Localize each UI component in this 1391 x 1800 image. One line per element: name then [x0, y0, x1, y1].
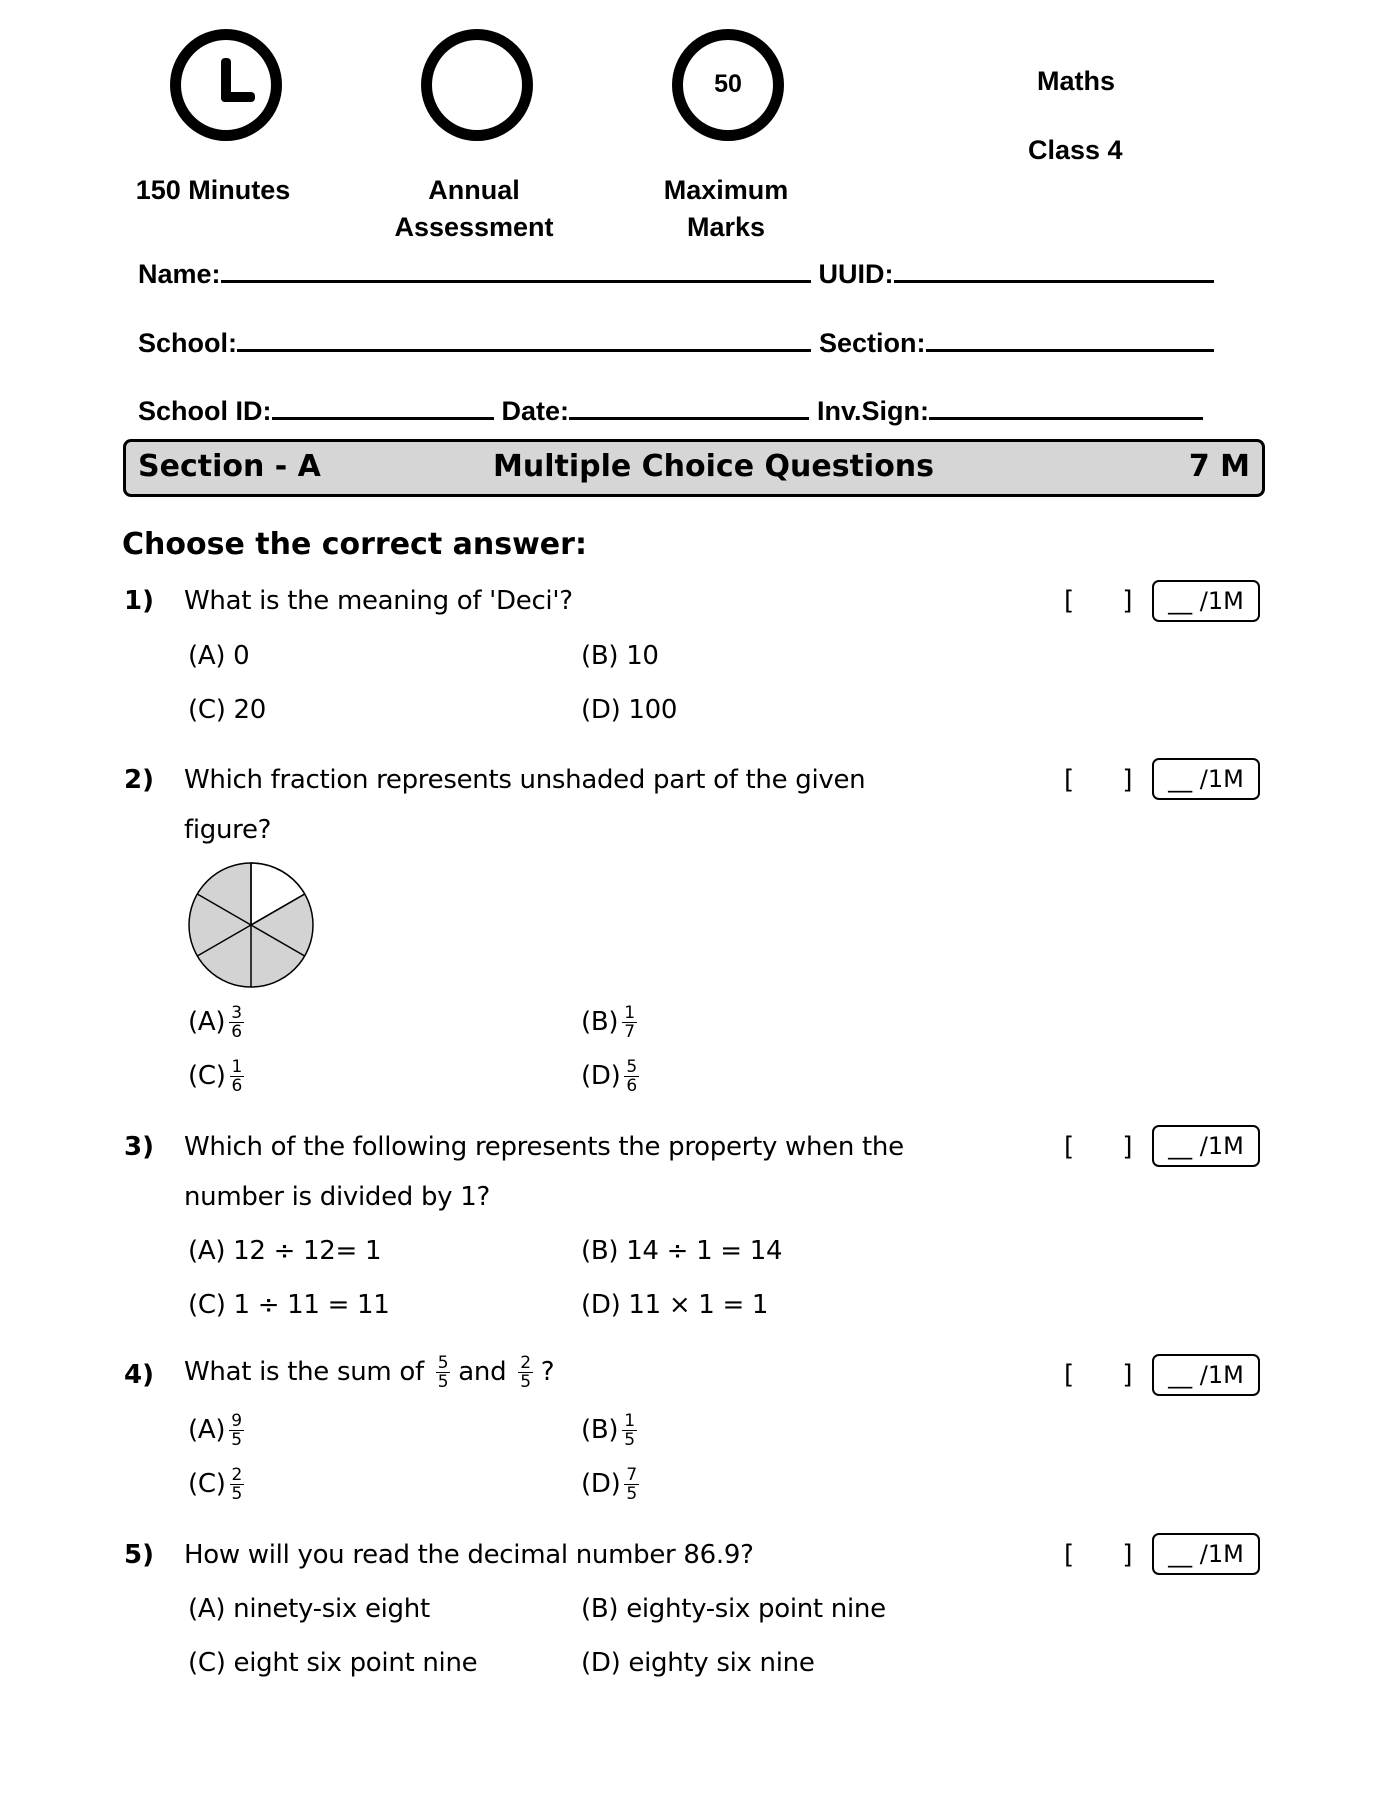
subject-title: Maths — [1037, 66, 1116, 96]
option-a[interactable]: (A) 0 — [188, 641, 250, 671]
answer-bracket[interactable]: [ ] — [1064, 1360, 1153, 1390]
clock-icon — [170, 29, 282, 141]
option-a[interactable]: (A) 12 ÷ 12= 1 — [188, 1236, 382, 1266]
max-marks-label: Maximum Marks — [663, 175, 789, 242]
option-b[interactable]: (B) eighty-six point nine — [581, 1594, 886, 1624]
answer-bracket[interactable]: [ ] — [1064, 586, 1153, 616]
mark-box: __ /1M — [1152, 1533, 1260, 1575]
option-c[interactable]: (C) eight six point nine — [188, 1648, 478, 1678]
option-c[interactable]: (C) 1 ÷ 11 = 11 — [188, 1290, 390, 1320]
option-a[interactable]: (A) $\frac{3}{6}$ — [188, 1003, 242, 1042]
school-id-label: School ID: — [138, 396, 272, 426]
uuid-label: UUID: — [818, 259, 894, 289]
option-b[interactable]: (B) $\frac{1}{7}$ — [581, 1003, 635, 1042]
uuid-field[interactable] — [894, 258, 1214, 283]
assessment-circle-icon — [421, 29, 533, 141]
school-field[interactable] — [237, 327, 811, 352]
answer-bracket[interactable]: [ ] — [1064, 1132, 1153, 1162]
option-b[interactable]: (B) $\frac{1}{5}$ — [581, 1411, 635, 1450]
option-d[interactable]: (D) 100 — [581, 695, 678, 725]
date-field[interactable] — [569, 395, 809, 420]
fraction: $\frac{5}{5}$ — [437, 1353, 449, 1392]
option-b[interactable]: (B) 10 — [581, 641, 659, 671]
option-c[interactable]: (C) 20 — [188, 695, 266, 725]
max-marks-circle-icon — [672, 29, 784, 141]
option-c[interactable]: (C) $\frac{2}{5}$ — [188, 1465, 243, 1504]
field-row-1 — [138, 258, 1214, 290]
fraction: $\frac{1}{6}$ — [231, 1057, 243, 1096]
question-text-line1: Which fraction represents unshaded part of the given — [184, 765, 866, 795]
question-text-line2: number is divided by 1? — [184, 1182, 490, 1212]
inv-sign-label: Inv.Sign: — [817, 396, 930, 426]
section-field[interactable] — [926, 327, 1214, 352]
fraction: $\frac{2}{5}$ — [520, 1353, 531, 1392]
option-d[interactable]: (D) $\frac{7}{5}$ — [581, 1465, 637, 1504]
fraction: $\frac{7}{5}$ — [626, 1465, 637, 1504]
date-label: Date: — [501, 396, 570, 426]
section-title: Multiple Choice Questions — [493, 449, 935, 484]
school-id-field[interactable] — [272, 395, 494, 420]
mark-box: __ /1M — [1152, 1354, 1260, 1396]
instruction: Choose the correct answer: — [122, 527, 587, 562]
option-a[interactable]: (A) $\frac{9}{5}$ — [188, 1411, 242, 1450]
answer-bracket[interactable]: [ ] — [1064, 1540, 1153, 1570]
option-d[interactable]: (D) $\frac{5}{6}$ — [581, 1057, 637, 1096]
inv-sign-field[interactable] — [929, 395, 1203, 420]
mark-box: __ /1M — [1152, 580, 1260, 622]
pie-figure — [186, 860, 316, 990]
class-title: Class 4 — [1028, 135, 1123, 165]
fraction: $\frac{5}{6}$ — [626, 1057, 637, 1096]
section-label: Section: — [819, 328, 926, 358]
answer-bracket[interactable]: [ ] — [1064, 765, 1153, 795]
section-header-bar — [123, 439, 1265, 497]
fraction: $\frac{9}{5}$ — [231, 1411, 242, 1450]
option-c[interactable]: (C) $\frac{1}{6}$ — [188, 1057, 243, 1096]
fraction: $\frac{1}{7}$ — [624, 1003, 635, 1042]
question-text: What is the meaning of 'Deci'? — [184, 586, 573, 616]
question-text-line1: Which of the following represents the property when the — [184, 1132, 904, 1162]
fraction: $\frac{2}{5}$ — [231, 1465, 243, 1504]
option-a[interactable]: (A) ninety-six eight — [188, 1594, 430, 1624]
mark-box: __ /1M — [1152, 758, 1260, 800]
option-b[interactable]: (B) 14 ÷ 1 = 14 — [581, 1236, 783, 1266]
section-name: Section - A — [138, 449, 321, 484]
question-number: 2) — [124, 765, 154, 795]
name-label: Name: — [138, 259, 221, 289]
option-d[interactable]: (D) eighty six nine — [581, 1648, 815, 1678]
field-row-3 — [138, 395, 1203, 427]
question-text: How will you read the decimal number 86.9? — [184, 1540, 754, 1570]
name-field[interactable] — [221, 258, 811, 283]
duration-label: 150 Minutes — [135, 175, 291, 205]
assessment-label: Annual Assessment — [394, 175, 554, 242]
mark-box: __ /1M — [1152, 1125, 1260, 1167]
max-marks-value: 50 — [714, 70, 742, 98]
question-text-line2: figure? — [184, 815, 272, 845]
option-d[interactable]: (D) 11 × 1 = 1 — [581, 1290, 769, 1320]
question-number: 3) — [124, 1132, 154, 1162]
question-number: 1) — [124, 586, 154, 616]
fraction: $\frac{1}{5}$ — [624, 1411, 635, 1450]
fraction: $\frac{3}{6}$ — [231, 1003, 242, 1042]
question-text: What is the sum of $\frac{5}{5}$ and $\frac{2}{5}$ ? — [184, 1353, 555, 1392]
question-number: 5) — [124, 1540, 154, 1570]
field-row-2 — [138, 327, 1214, 359]
section-marks: 7 M — [1188, 449, 1250, 484]
question-number: 4) — [124, 1360, 154, 1390]
school-label: School: — [138, 328, 237, 358]
